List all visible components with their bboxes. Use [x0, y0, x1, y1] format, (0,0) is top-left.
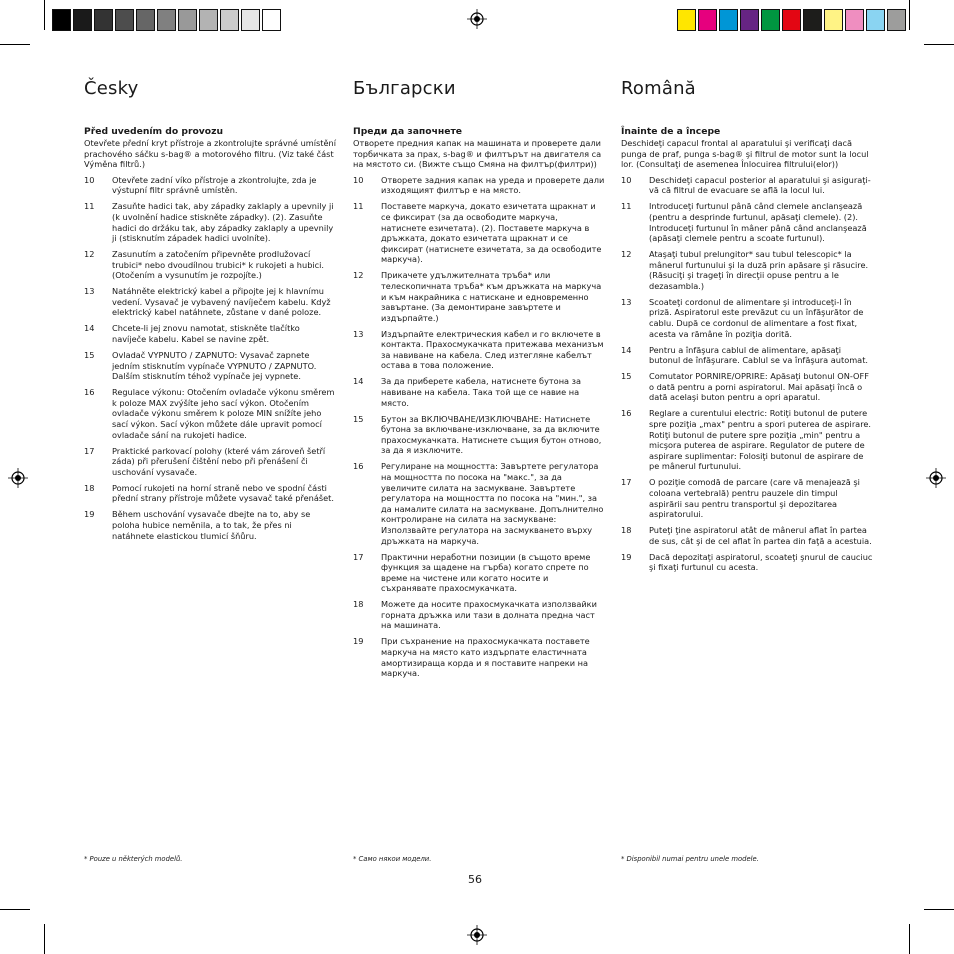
item-number: 15 — [84, 350, 95, 361]
color-swatch — [136, 9, 155, 31]
section-title: Před uvedením do provozu — [84, 126, 223, 137]
language-heading: Česky — [84, 78, 139, 99]
intro-paragraph: Отворете предния капак на машината и проверете дали торбичката за прах, s-bag® и филтърът на двигателя са на мястото си. (Вижте също Смяна на филтър(филтри)) — [353, 138, 602, 170]
instruction-item — [621, 297, 873, 339]
item-number: 13 — [621, 296, 632, 307]
instruction-item — [353, 329, 605, 371]
item-text: Scoateţi cordonul de alimentare şi introduceţi-l în priză. Aspiratorul este prevăzut cu un înfăşurător de cablu. După ce cordonul de alimentare a fost fixat, acesta va rămâne în poziţia dorită. — [649, 296, 864, 339]
item-text: Издърпайте електрическия кабел и го включете в контакта. Прахосмукачката притежава механизъм за навиване на кабела. След изтегляне кабелът остава в това положение. — [381, 328, 604, 371]
color-swatch — [824, 9, 843, 31]
item-number: 18 — [621, 525, 632, 536]
instruction-item — [84, 350, 336, 382]
color-swatch — [803, 9, 822, 31]
item-number: 17 — [84, 445, 95, 456]
item-text: Zasunutím a zatočením připevněte prodlužovací trubici* nebo dvoudílnou trubici* k rukojeti a hubici. (Otočením a vysunutím je rozpojíte.) — [112, 249, 325, 281]
item-number: 19 — [621, 551, 632, 562]
instruction-item — [84, 509, 336, 541]
item-number: 10 — [353, 174, 364, 185]
item-number: 16 — [353, 461, 364, 472]
instruction-list — [353, 175, 605, 679]
item-number: 10 — [84, 174, 95, 185]
color-swatch — [199, 9, 218, 31]
instruction-item — [353, 461, 605, 546]
language-heading: Română — [621, 78, 696, 99]
color-swatch — [178, 9, 197, 31]
instruction-item — [621, 408, 873, 472]
crop-mark — [0, 44, 30, 45]
instruction-item — [353, 201, 605, 265]
language-heading: Български — [353, 78, 456, 99]
instruction-item — [84, 286, 336, 318]
instruction-item — [84, 446, 336, 478]
item-text: O poziţie comodă de parcare (care vă menajează şi coloana vertebrală) pentru pauzele din timpul aspirării sau pentru transportul şi depozitarea aspiratorului. — [649, 477, 860, 520]
item-number: 11 — [353, 201, 364, 212]
footnote: * Pouze u některých modelů. — [84, 855, 183, 863]
item-text: За да приберете кабела, натиснете бутона за навиване на кабела. Така той ще се навие на място. — [381, 376, 582, 408]
grayscale-color-bar — [52, 9, 283, 31]
section-title: Înainte de a începe — [621, 126, 721, 137]
item-text: Comutator PORNIRE/OPRIRE: Apăsaţi butonul ON-OFF o dată pentru a porni aspiratorul. Mai apăsaţi încă o dată acelaşi buton pentru a opri aparatul. — [649, 371, 869, 403]
item-number: 17 — [353, 551, 364, 562]
color-swatch — [677, 9, 696, 31]
instruction-item — [621, 249, 873, 291]
registration-mark-icon — [467, 925, 487, 945]
instruction-item — [621, 477, 873, 519]
color-swatch — [220, 9, 239, 31]
column-czech — [84, 78, 336, 547]
crop-mark — [44, 0, 45, 30]
item-number: 19 — [353, 636, 364, 647]
item-number: 12 — [84, 249, 95, 260]
item-number: 18 — [353, 599, 364, 610]
item-text: Бутон за ВКЛЮЧВАНЕ/ИЗКЛЮЧВАНЕ: Натиснете бутона за включване-изключване, за да включите прахосмукачката. Натиснете същия бутон отново, за да я изключите. — [381, 413, 602, 456]
item-number: 14 — [621, 344, 632, 355]
process-color-bar — [677, 9, 908, 31]
registration-mark-icon — [467, 9, 487, 29]
color-swatch — [740, 9, 759, 31]
instruction-list — [621, 175, 873, 573]
color-swatch — [94, 9, 113, 31]
item-number: 13 — [353, 328, 364, 339]
item-text: Introduceţi furtunul până când clemele anclanşează (pentru a desprinde furtunul, apăsaţi clemele). (2). Introduceţi furtunul în mâner până când anclanşează (apăsaţi clemele pentru a scoate furtunul). — [649, 201, 867, 244]
item-text: Puteţi ţine aspiratorul atât de mânerul aflat în partea de sus, cât şi de cel aflat în partea din faţă a acestuia. — [649, 525, 872, 546]
registration-mark-icon — [8, 468, 28, 488]
item-number: 13 — [84, 286, 95, 297]
instruction-item — [84, 483, 336, 504]
instruction-item — [84, 387, 336, 440]
instruction-item — [621, 371, 873, 403]
item-text: Chcete-li jej znovu namotat, stiskněte tlačítko navíječe kabelu. Kabel se navine zpět. — [112, 323, 300, 345]
item-text: Можете да носите прахосмукачката използвайки горната дръжка или тази в долната предна част на машината. — [381, 599, 597, 631]
column-bulgarian — [353, 78, 605, 684]
color-swatch — [698, 9, 717, 31]
instruction-item — [621, 525, 873, 546]
instruction-item — [353, 376, 605, 408]
item-text: Pentru a înfăşura cablul de alimentare, apăsaţi butonul de înfăşurare. Cablul se va înfăşura automat. — [649, 344, 869, 366]
color-swatch — [719, 9, 738, 31]
instruction-item — [84, 249, 336, 281]
column-romanian — [621, 78, 873, 578]
crop-mark — [924, 909, 954, 910]
color-swatch — [761, 9, 780, 31]
footnote: * Disponibil numai pentru unele modele. — [621, 855, 759, 863]
intro-paragraph: Deschideţi capacul frontal al aparatului şi verificaţi dacă punga de praf, punga s-bag® şi filtrul de motor sunt la locul lor. (Consultaţi de asemenea Înlocuirea filtrului(elor)) — [621, 138, 869, 170]
color-swatch — [887, 9, 906, 31]
item-text: Během uschování vysavače dbejte na to, aby se poloha hubice neměnila, a to tak, že přes ni natáhnete elastickou tlumicí šňůru. — [112, 509, 311, 541]
item-text: Практични неработни позиции (в същото време функция за щадене на гърба) когато спрете по време на чистене или когато носите и съхранявате прахосмукачката. — [381, 551, 591, 594]
instruction-item — [621, 345, 873, 366]
item-text: Zasuňte hadici tak, aby západky zaklaply a upevnily ji (k uvolnění hadice stiskněte západky). (2). Zasuňte hadici do držáku tak, aby západky zaklaply a upevnily ji (stisknutím západek hadici uvolníte). — [112, 201, 334, 244]
item-number: 14 — [353, 376, 364, 387]
color-swatch — [866, 9, 885, 31]
instruction-item — [353, 270, 605, 323]
color-swatch — [262, 9, 281, 31]
instruction-item — [84, 175, 336, 196]
item-text: Regulace výkonu: Otočením ovladače výkonu směrem k poloze MAX zvýšíte jeho sací výkon. Otočením ovladače výkonu směrem k poloze MIN snížíte jeho sací výkon. Sací výkon můžete dále upravit pomocí ovladače sání na rukojeti hadice. — [112, 387, 335, 440]
item-text: Dacă depozitaţi aspiratorul, scoateţi şnurul de cauciuc şi fixaţi furtunul cu acesta. — [649, 551, 873, 573]
color-swatch — [52, 9, 71, 31]
item-number: 19 — [84, 509, 95, 520]
color-swatch — [241, 9, 260, 31]
instruction-item — [353, 636, 605, 678]
crop-mark — [909, 924, 910, 954]
crop-mark — [909, 0, 910, 30]
crop-mark — [0, 909, 30, 910]
registration-mark-icon — [926, 468, 946, 488]
item-number: 15 — [353, 413, 364, 424]
item-number: 16 — [84, 387, 95, 398]
instruction-item — [353, 414, 605, 456]
item-number: 17 — [621, 477, 632, 488]
page-number: 56 — [468, 873, 482, 886]
instruction-item — [84, 323, 336, 344]
item-text: Natáhněte elektrický kabel a připojte jej k hlavnímu vedení. Vysavač je vybavený navíječem kabelu. Když elektrický kabel natáhnete, zůstane v dané poloze. — [112, 286, 331, 318]
item-number: 12 — [621, 249, 632, 260]
item-text: Ataşaţi tubul prelungitor* sau tubul telescopic* la mânerul furtunului şi la duză prin apăsare şi răsucire. (Răsuciţi şi trageţi în direcţii opuse pentru a le dezasambla.) — [649, 249, 869, 291]
section-title: Преди да започнете — [353, 126, 463, 137]
item-text: Регулиране на мощността: Завъртете регулатора на мощността по посока на "макс.", за да увеличите силата на засмукване. Завъртете регулатора на мощността по посока на "мин.", за да намалите силата на засмукване. Допълнително контролиране на силата на засмукване: Използвайте регулатора на засмукването върху дръжката на маркуча. — [381, 461, 604, 546]
item-text: При съхранение на прахосмукачката поставете маркуча на място като издърпате еластичната амортизираща корда и я поставите напреки на маркуча. — [381, 636, 590, 679]
item-text: Deschideţi capacul posterior al aparatului şi asiguraţi-vă că filtrul de evacuare se află la locul lui. — [649, 174, 871, 196]
footnote: * Само някои модели. — [353, 855, 432, 863]
crop-mark — [44, 924, 45, 954]
item-number: 11 — [84, 201, 95, 212]
instruction-item — [621, 175, 873, 196]
color-swatch — [157, 9, 176, 31]
crop-mark — [924, 44, 954, 45]
item-text: Прикачете удължителната тръба* или телескопичната тръба* към дръжката на маркуча и към накрайника с натискане и едновременно завъртане. (За демонтиране завъртете и издърпайте.) — [381, 270, 602, 323]
item-text: Ovladač VYPNUTO / ZAPNUTO: Vysavač zapnete jedním stisknutím vypínače VYPNUTO / ZAPNUTO. Dalším stisknutím téhož vypínače jej vypnete. — [112, 350, 317, 382]
item-number: 11 — [621, 201, 632, 212]
item-number: 10 — [621, 174, 632, 185]
item-number: 15 — [621, 371, 632, 382]
item-text: Reglare a curentului electric: Rotiţi butonul de putere spre poziţia „max" pentru a spori puterea de aspirare. Rotiţi butonul de putere spre poziţia „min" pentru a micşora puterea de aspirare. Regulator de putere de aspirare suplimentar: Folosiţi butonul de aspirare de pe mânerul furtunului. — [649, 408, 872, 472]
item-text: Praktické parkovací polohy (které vám zároveň šetří záda) při přerušení čištění nebo při přenášení či uschování vysavače. — [112, 445, 326, 477]
item-text: Поставете маркуча, докато езичетата щракнат и се фиксират (за да освободите маркуча, натиснете езичетата). (2). Поставете маркуча в дръжката, докато езичетата щракнат и се фиксират (натиснете езичетата, за да освободите маркуча). — [381, 201, 602, 265]
item-number: 12 — [353, 270, 364, 281]
item-text: Otevřete zadní víko přístroje a zkontrolujte, zda je výstupní filtr správně umístěn. — [112, 174, 317, 196]
color-swatch — [73, 9, 92, 31]
instruction-item — [621, 201, 873, 243]
item-text: Pomocí rukojeti na horní straně nebo ve spodní části přední strany přístroje můžete vysavač také přenášet. — [112, 482, 334, 504]
instruction-item — [353, 175, 605, 196]
instruction-list — [84, 175, 336, 541]
item-text: Отворете задния капак на уреда и проверете дали изходящият филтър е на място. — [381, 174, 605, 196]
color-swatch — [782, 9, 801, 31]
intro-paragraph: Otevřete přední kryt přístroje a zkontrolujte správné umístění prachového sáčku s-bag® a motorového filtru. (Viz také část Výměna filtrů.) — [84, 138, 336, 170]
instruction-item — [353, 552, 605, 594]
item-number: 16 — [621, 408, 632, 419]
item-number: 18 — [84, 482, 95, 493]
color-swatch — [845, 9, 864, 31]
item-number: 14 — [84, 323, 95, 334]
instruction-item — [84, 201, 336, 243]
instruction-item — [621, 552, 873, 573]
color-swatch — [115, 9, 134, 31]
instruction-item — [353, 599, 605, 631]
